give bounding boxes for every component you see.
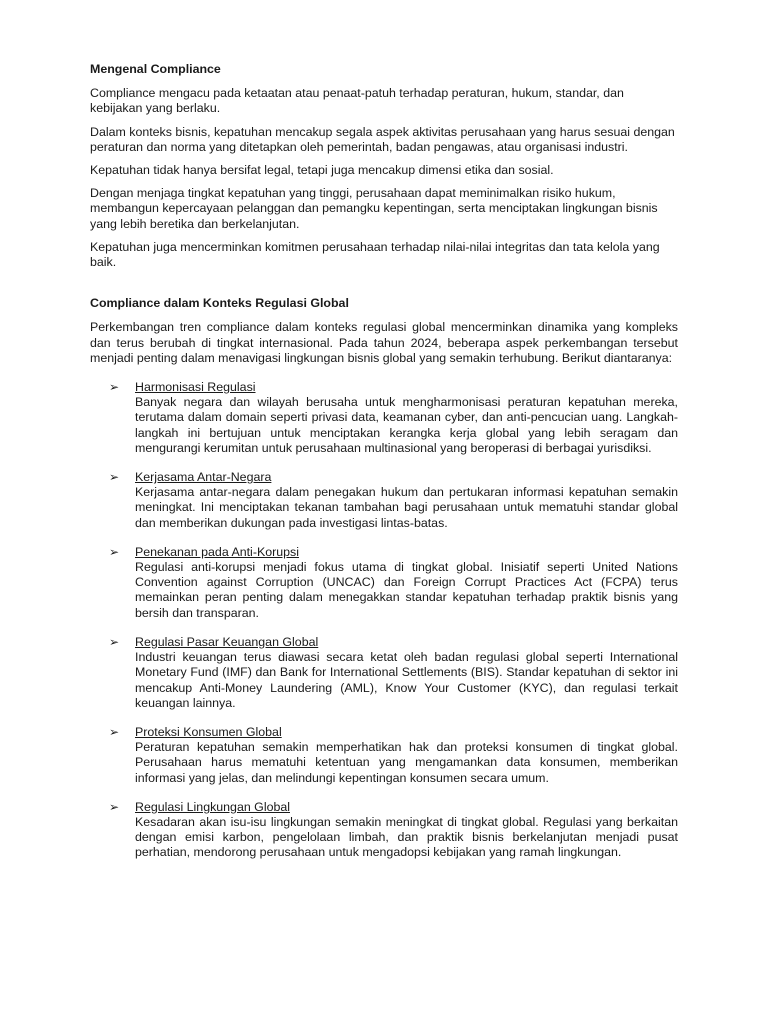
regulation-list [90,380,678,860]
list-item-body: Industri keuangan terus diawasi secara ketat oleh badan regulasi global seperti International Monetary Fund (IMF) dan Bank for International Settlements (BIS). Standar kepatuhan di sektor ini mencakup Anti-Money Laundering (AML), Know Your Customer (KYC), dan regulasi terkait keuangan lainnya. [135,650,678,710]
list-item [90,380,678,456]
list-item-body: Regulasi anti-korupsi menjadi fokus utama di tingkat global. Inisiatif seperti United Nations Convention against Corruption (UNCAC) dan Foreign Corrupt Practices Act (FCPA) terus memainkan peran penting dalam menegakkan standar kepatuhan terhadap praktik bisnis yang bersih dan transparan. [135,560,678,620]
section-heading-global-regulation: Compliance dalam Konteks Regulasi Global [90,296,349,311]
list-item-title: Regulasi Lingkungan Global [135,799,290,814]
list-item [90,725,678,786]
list-item-title: Regulasi Pasar Keuangan Global [135,634,319,649]
arrow-bullet-icon: ➢ [109,799,120,814]
document-page [90,62,678,875]
paragraph: Dalam konteks bisnis, kepatuhan mencakup segala aspek aktivitas perusahaan yang harus sesuai dengan peraturan dan norma yang ditetapkan oleh pemerintah, badan pengawas, atau organisasi industri. [90,124,675,154]
intro-paragraph: Perkembangan tren compliance dalam konteks regulasi global mencerminkan dinamika yang kompleks dan terus berubah di tingkat internasional. Pada tahun 2024, beberapa aspek perkembangan tersebut menjadi penting dalam menavigasi lingkungan bisnis global yang semakin terhubung. Berikut diantaranya: [90,320,678,365]
list-item [90,545,678,621]
paragraph: Kepatuhan tidak hanya bersifat legal, tetapi juga mencakup dimensi etika dan sosial. [90,163,554,178]
arrow-bullet-icon: ➢ [109,724,120,739]
arrow-bullet-icon: ➢ [109,380,120,395]
list-item-body: Kerjasama antar-negara dalam penegakan hukum dan pertukaran informasi kepatuhan semakin meningkat. Ini menciptakan tekanan tambahan bagi perusahaan untuk mematuhi standar global dan memberikan dukungan pada investigasi lintas-batas. [135,485,678,530]
arrow-bullet-icon: ➢ [109,634,120,649]
list-item [90,470,678,531]
arrow-bullet-icon: ➢ [109,470,120,485]
list-item [90,800,678,861]
list-item-body: Peraturan kepatuhan semakin memperhatikan hak dan proteksi konsumen di tingkat global. Perusahaan harus mematuhi ketentuan yang mengamankan data konsumen, memberikan informasi yang jelas, dan melindungi kepentingan konsumen secara umum. [135,740,678,785]
list-item-body: Kesadaran akan isu-isu lingkungan semakin meningkat di tingkat global. Regulasi yang berkaitan dengan emisi karbon, pengelolaan limbah, dan praktik bisnis berkelanjutan menjadi pusat perhatian, mendorong perusahaan untuk mengadopsi kebijakan yang ramah lingkungan. [135,814,678,860]
list-item-title: Proteksi Konsumen Global [135,724,282,739]
paragraph: Compliance mengacu pada ketaatan atau penaat-patuh terhadap peraturan, hukum, standar, dan kebijakan yang berlaku. [90,86,624,116]
arrow-bullet-icon: ➢ [109,544,120,559]
section-heading-compliance: Mengenal Compliance [90,62,221,76]
list-item-body: Banyak negara dan wilayah berusaha untuk mengharmonisasi peraturan kepatuhan mereka, terutama dalam domain seperti privasi data, keamanan cyber, dan anti-pencucian uang. Langkah-langkah ini bertujuan untuk menciptakan kerangka kerja global yang lebih seragam dan mengurangi kerumitan untuk perusahaan multinasional yang beroperasi di berbagai yurisdiksi. [135,395,678,455]
paragraph: Dengan menjaga tingkat kepatuhan yang tinggi, perusahaan dapat meminimalkan risiko hukum, membangun kepercayaan pelanggan dan pemangku kepentingan, serta menciptakan lingkungan bisnis yang lebih beretika dan berkelanjutan. [90,186,658,231]
list-item-title: Harmonisasi Regulasi [135,380,256,395]
list-item [90,635,678,711]
list-item-title: Penekanan pada Anti-Korupsi [135,544,299,559]
paragraph: Kepatuhan juga mencerminkan komitmen perusahaan terhadap nilai-nilai integritas dan tata kelola yang baik. [90,239,660,270]
list-item-title: Kerjasama Antar-Negara [135,470,272,485]
